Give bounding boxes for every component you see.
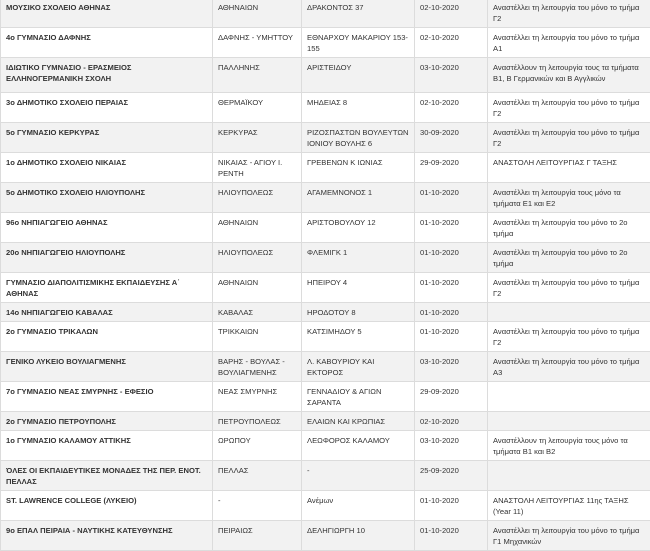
note-cell [488,382,650,412]
address-cell: ΗΡΟΔΟΤΟΥ 8 [302,303,415,322]
school-name-cell: 7ο ΓΥΜΝΑΣΙΟ ΝΕΑΣ ΣΜΥΡΝΗΣ - ΕΦΕΣΙΟ [1,382,213,412]
address-cell: ΔΡΑΚΟΝΤΟΣ 37 [302,0,415,28]
address-cell: ΓΡΕΒΕΝΩΝ Κ ΙΩΝΙΑΣ [302,153,415,183]
date-cell: 01-10-2020 [415,322,488,352]
note-cell: Αναστέλλουν τη λειτουργία τους τα τμήματα Β1, Β Γερμανικών και Β Αγγλικών [488,58,650,93]
municipality-cell: ΠΕΙΡΑΙΩΣ [213,521,302,551]
address-cell: ΔΕΛΗΓΙΩΡΓΗ 10 [302,521,415,551]
table-row [1,352,650,382]
municipality-cell: ΠΑΛΛΗΝΗΣ [213,58,302,93]
date-cell: 02-10-2020 [415,412,488,431]
school-name-cell: 20ο ΝΗΠΙΑΓΩΓΕΙΟ ΗΛΙΟΥΠΟΛΗΣ [1,243,213,273]
municipality-cell: ΗΛΙΟΥΠΟΛΕΩΣ [213,243,302,273]
table-row [1,303,650,322]
municipality-cell: ΑΘΗΝΑΙΩΝ [213,273,302,303]
municipality-cell: ΝΙΚΑΙΑΣ - ΑΓΙΟΥ Ι. ΡΕΝΤΗ [213,153,302,183]
table-row [1,273,650,303]
note-cell: ΑΝΑΣΤΟΛΗ ΛΕΙΤΟΥΡΓΙΑΣ 11ης ΤΑΞΗΣ (Year 11) [488,491,650,521]
school-name-cell: 14ο ΝΗΠΙΑΓΩΓΕΙΟ ΚΑΒΑΛΑΣ [1,303,213,322]
municipality-cell: ΑΘΗΝΑΙΩΝ [213,213,302,243]
address-cell: ΑΡΙΣΤΟΒΟΥΛΟΥ 12 [302,213,415,243]
municipality-cell: ΔΑΦΝΗΣ - ΥΜΗΤΤΟΥ [213,28,302,58]
note-cell: Αναστέλλει τη λειτουργία του μόνο το τμήμα Γ2 [488,273,650,303]
municipality-cell: ΒΑΡΗΣ - ΒΟΥΛΑΣ - ΒΟΥΛΙΑΓΜΕΝΗΣ [213,352,302,382]
municipality-cell: ΗΛΙΟΥΠΟΛΕΩΣ [213,183,302,213]
note-cell [488,303,650,322]
note-cell: Αναστέλλει τη λειτουργία του μόνο το τμήμα Γ2 [488,93,650,123]
address-cell: ΜΗΔΕΙΑΣ 8 [302,93,415,123]
address-cell: ΦΛΕΜΙΓΚ 1 [302,243,415,273]
municipality-cell: ΑΘΗΝΑΙΩΝ [213,0,302,28]
note-cell [488,461,650,491]
date-cell: 01-10-2020 [415,273,488,303]
table-row [1,431,650,461]
note-cell: Αναστέλλει τη λειτουργία του μόνο το τμήμα Γ2 [488,123,650,153]
school-name-cell: 96ο ΝΗΠΙΑΓΩΓΕΙΟ ΑΘΗΝΑΣ [1,213,213,243]
municipality-cell: ΩΡΩΠΟΥ [213,431,302,461]
school-name-cell: ΓΥΜΝΑΣΙΟ ΔΙΑΠΟΛΙΤΙΣΜΙΚΗΣ ΕΚΠΑΙΔΕΥΣΗΣ Α΄ ΑΘΗΝΑΣ [1,273,213,303]
note-cell [488,412,650,431]
table-row [1,213,650,243]
table-row [1,0,650,28]
date-cell: 30-09-2020 [415,123,488,153]
date-cell: 02-10-2020 [415,93,488,123]
date-cell: 29-09-2020 [415,382,488,412]
date-cell: 01-10-2020 [415,521,488,551]
address-cell: - [302,461,415,491]
school-name-cell: ΓΕΝΙΚΟ ΛΥΚΕΙΟ ΒΟΥΛΙΑΓΜΕΝΗΣ [1,352,213,382]
date-cell: 01-10-2020 [415,183,488,213]
note-cell: Αναστέλλει τη λειτουργία του μόνο το τμήμα Α1 [488,28,650,58]
address-cell: ΚΑΤΣΙΜΗΔΟΥ 5 [302,322,415,352]
table-row [1,491,650,521]
table-row [1,521,650,551]
address-cell: ΛΕΩΦΟΡΟΣ ΚΑΛΑΜΟΥ [302,431,415,461]
date-cell: 01-10-2020 [415,303,488,322]
table-row [1,123,650,153]
school-name-cell: 3ο ΔΗΜΟΤΙΚΟ ΣΧΟΛΕΙΟ ΠΕΡΑΙΑΣ [1,93,213,123]
school-name-cell: ΌΛΕΣ ΟΙ ΕΚΠΑΙΔΕΥΤΙΚΕΣ ΜΟΝΑΔΕΣ ΤΗΣ ΠΕΡ. ΕΝΟΤ. ΠΕΛΛΑΣ [1,461,213,491]
table-row [1,243,650,273]
table-row [1,183,650,213]
date-cell: 03-10-2020 [415,431,488,461]
address-cell: ΕΛΑΙΩΝ ΚΑΙ ΚΡΩΠΙΑΣ [302,412,415,431]
municipality-cell: ΘΕΡΜΑΪΚΟΥ [213,93,302,123]
date-cell: 29-09-2020 [415,153,488,183]
address-cell: ΑΓΑΜΕΜΝΟΝΟΣ 1 [302,183,415,213]
municipality-cell: ΚΑΒΑΛΑΣ [213,303,302,322]
date-cell: 02-10-2020 [415,0,488,28]
address-cell: ΡΙΖΟΣΠΑΣΤΩΝ ΒΟΥΛΕΥΤΩΝ ΙΟΝΙΟΥ ΒΟΥΛΗΣ 6 [302,123,415,153]
municipality-cell: ΚΕΡΚΥΡΑΣ [213,123,302,153]
address-cell: Ανέμων [302,491,415,521]
address-cell: ΑΡΙΣΤΕΙΔΟΥ [302,58,415,93]
school-name-cell: ΙΔΙΩΤΙΚΟ ΓΥΜΝΑΣΙΟ - ΕΡΑΣΜΕΙΟΣ ΕΛΛΗΝΟΓΕΡΜΑΝΙΚΗ ΣΧΟΛΗ [1,58,213,93]
table-row [1,461,650,491]
note-cell: Αναστέλλει τη λειτουργία τους μόνο τα τμήματα Ε1 και Ε2 [488,183,650,213]
date-cell: 03-10-2020 [415,58,488,93]
table-row [1,412,650,431]
address-cell: ΗΠΕΙΡΟΥ 4 [302,273,415,303]
date-cell: 01-10-2020 [415,213,488,243]
note-cell: Αναστέλλουν τη λειτουργία τους μόνο τα τμήματα Β1 και Β2 [488,431,650,461]
note-cell: ΑΝΑΣΤΟΛΗ ΛΕΙΤΟΥΡΓΙΑΣ Γ ΤΑΞΗΣ [488,153,650,183]
municipality-cell: ΝΕΑΣ ΣΜΥΡΝΗΣ [213,382,302,412]
table-row [1,153,650,183]
school-name-cell: 2ο ΓΥΜΝΑΣΙΟ ΠΕΤΡΟΥΠΟΛΗΣ [1,412,213,431]
school-name-cell: 1ο ΓΥΜΝΑΣΙΟ ΚΑΛΑΜΟΥ ΑΤΤΙΚΗΣ [1,431,213,461]
address-cell: ΓΕΝΝΑΔΙΟΥ & ΑΓΙΩΝ ΣΑΡΑΝΤΑ [302,382,415,412]
municipality-cell: ΠΕΤΡΟΥΠΟΛΕΩΣ [213,412,302,431]
school-name-cell: 5ο ΔΗΜΟΤΙΚΟ ΣΧΟΛΕΙΟ ΗΛΙΟΥΠΟΛΗΣ [1,183,213,213]
note-cell: Αναστέλλει τη λειτουργία του μόνο το 2ο τμήμα [488,213,650,243]
table-row [1,322,650,352]
table-body [1,0,650,551]
school-name-cell: ST. LAWRENCE COLLEGE (ΛΥΚΕΙΟ) [1,491,213,521]
school-name-cell: 9ο ΕΠΑΛ ΠΕΙΡΑΙΑ - ΝΑΥΤΙΚΗΣ ΚΑΤΕΥΘΥΝΣΗΣ [1,521,213,551]
address-cell: ΕΘΝΑΡΧΟΥ ΜΑΚΑΡΙΟΥ 153-155 [302,28,415,58]
note-cell: Αναστέλλει τη λειτουργία του μόνο το τμήμα Γ1 Μηχανικών [488,521,650,551]
date-cell: 01-10-2020 [415,243,488,273]
school-name-cell: 1ο ΔΗΜΟΤΙΚΟ ΣΧΟΛΕΙΟ ΝΙΚΑΙΑΣ [1,153,213,183]
municipality-cell: ΤΡΙΚΚΑΙΩΝ [213,322,302,352]
school-name-cell: ΜΟΥΣΙΚΟ ΣΧΟΛΕΙΟ ΑΘΗΝΑΣ [1,0,213,28]
school-name-cell: 2ο ΓΥΜΝΑΣΙΟ ΤΡΙΚΑΛΩΝ [1,322,213,352]
date-cell: 01-10-2020 [415,491,488,521]
table-row [1,58,650,93]
date-cell: 03-10-2020 [415,352,488,382]
school-name-cell: 5ο ΓΥΜΝΑΣΙΟ ΚΕΡΚΥΡΑΣ [1,123,213,153]
municipality-cell: ΠΕΛΛΑΣ [213,461,302,491]
table-row [1,28,650,58]
note-cell: Αναστέλλει τη λειτουργία του μόνο το τμήμα Γ2 [488,0,650,28]
note-cell: Αναστέλλει τη λειτουργία του μόνο το τμήμα Γ2 [488,322,650,352]
note-cell: Αναστέλλει τη λειτουργία του μόνο το τμήμα Α3 [488,352,650,382]
date-cell: 02-10-2020 [415,28,488,58]
table-row [1,382,650,412]
school-name-cell: 4ο ΓΥΜΝΑΣΙΟ ΔΑΦΝΗΣ [1,28,213,58]
municipality-cell: - [213,491,302,521]
date-cell: 25-09-2020 [415,461,488,491]
table-row [1,93,650,123]
note-cell: Αναστέλλει τη λειτουργία του μόνο το 2ο τμήμα [488,243,650,273]
address-cell: Λ. ΚΑΒΟΥΡΙΟΥ ΚΑΙ ΕΚΤΟΡΟΣ [302,352,415,382]
